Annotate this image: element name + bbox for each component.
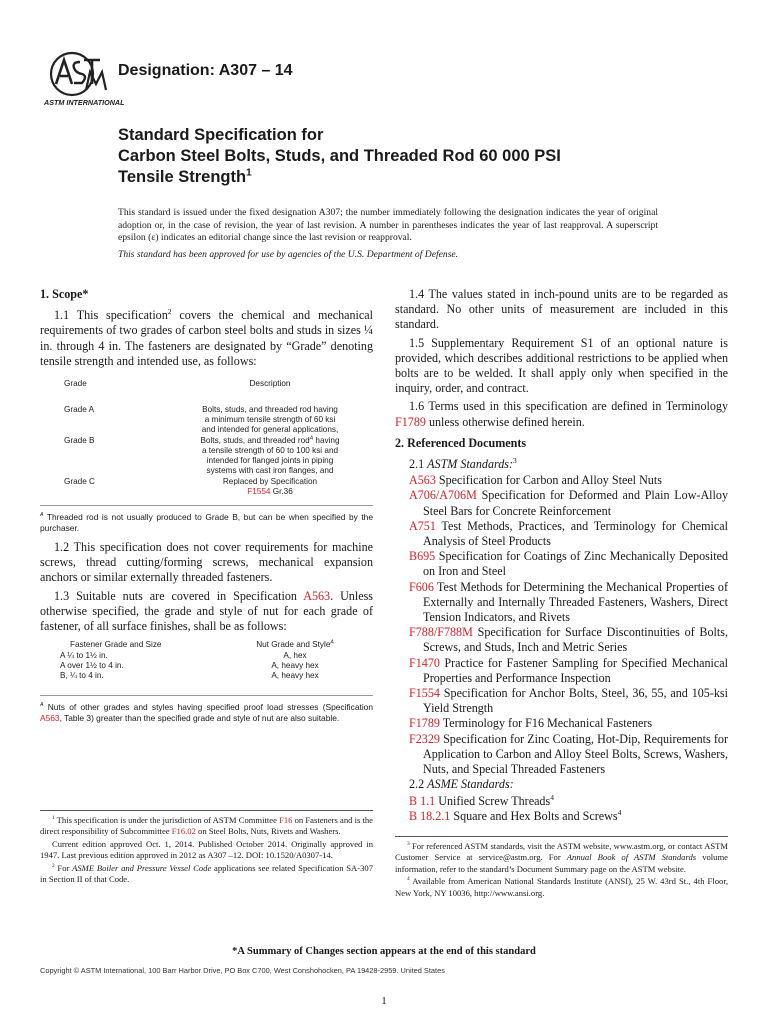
reference-title: Terminology for F16 Mechanical Fasteners (439, 716, 653, 731)
reference-item (395, 732, 728, 778)
reference-item (395, 625, 728, 655)
footnote-1 (40, 815, 373, 838)
footnote-2-text: For (54, 862, 73, 873)
table-row (40, 477, 373, 497)
reference-title: Test Methods for Determining the Mechanical Properties of Externally and Internally Threaded Fasteners, Washers, Direct Tension Indicators, and Rivets (423, 579, 728, 625)
table-cell-size: A over 1½ to 4 in. (60, 661, 124, 671)
table-row (40, 405, 373, 435)
reference-code[interactable]: F1789 (409, 716, 440, 731)
copyright-line: Copyright © ASTM International, 100 Barr Harbor Drive, PO Box C700, West Conshohocken, PA 19428-2959. United States (40, 966, 445, 975)
footnote-3-italic: Annual Book of ASTM Standards (566, 852, 697, 863)
scope-heading: 1. Scope* (40, 287, 89, 301)
table-cell-description-text: Replaced by Specification (222, 477, 318, 487)
reference-item (395, 488, 728, 518)
title-line-1: Standard Specification for (118, 126, 324, 144)
asme-standards-number: 2.2 (409, 777, 428, 792)
title-line-2: Carbon Steel Bolts, Studs, and Threaded Rod 60 000 PSI (118, 147, 561, 165)
link-a563[interactable]: A563 (303, 588, 331, 603)
footnote-mark: A (40, 512, 44, 519)
nut-table (40, 640, 373, 681)
table-footnote-mark: A (309, 435, 314, 442)
reference-code[interactable]: F2329 (409, 731, 440, 746)
title-footnote-mark: 1 (246, 167, 252, 179)
reference-title: Square and Hex Bolts and Screws (450, 808, 618, 823)
table-cell-description: Bolts, studs, and threaded rod having a minimum tensile strength of 60 ksi and intended for general applications, (201, 405, 339, 435)
reference-title: Practice for Fastener Sampling for Specified Mechanical Properties and Performance Inspection (423, 655, 728, 685)
footnote-mark: A (40, 702, 44, 709)
footnote-mark: 3 (407, 841, 410, 848)
right-column (395, 287, 728, 824)
page-title (118, 125, 678, 188)
reference-item (395, 686, 728, 716)
link-a563[interactable]: A563 (40, 713, 60, 724)
table-cell-description (200, 436, 340, 476)
footnote-3-text-b: volume information, refer to the standard’s Document Summary page on the ASTM website. (395, 852, 728, 874)
table-cell-nut: A, heavy hex (271, 671, 319, 681)
grade-table-header-grade: Grade (64, 379, 87, 389)
reference-item (395, 656, 728, 686)
reference-code[interactable]: F606 (409, 579, 434, 594)
nut-table-footnote (40, 695, 373, 724)
paragraph-1-1-text: 1.1 This specification (54, 308, 168, 323)
title-line-3 (118, 167, 678, 188)
link-f16[interactable]: F16 (279, 815, 293, 825)
reference-item (395, 519, 728, 549)
table-cell-nut: A, hex (283, 651, 307, 661)
reference-code[interactable]: B 1.1 (409, 793, 436, 808)
table-cell-description-tail: Gr.36 (270, 487, 293, 497)
reference-item (395, 473, 728, 488)
reference-code[interactable]: B 18.2.1 (409, 808, 451, 823)
reference-title: Specification for Deformed and Plain Low-Alloy Steel Bars for Concrete Reinforcement (423, 488, 728, 518)
asme-standards-label (395, 777, 728, 792)
reference-title: Specification for Zinc Coating, Hot-Dip, Requirements for Application to Carbon and Alloy Steel Bolts, Screws, Washers, Nuts, and Special Threaded Fasteners (423, 731, 728, 777)
nut-table-footnote-text-b: , Table 3) greater than the specified grade and style of nut are also suitable. (59, 713, 340, 724)
table-row (40, 661, 373, 671)
approval-note: This standard has been approved for use by agencies of the U.S. Department of Defense. (118, 249, 459, 260)
footnote-mark: 3 (513, 456, 517, 465)
paragraph-1-6 (395, 399, 728, 429)
link-f16-02[interactable]: F16.02 (171, 826, 196, 837)
designation: Designation: A307 – 14 (118, 62, 293, 79)
asme-standards-title: ASME Standards: (427, 777, 514, 792)
footnote-2-italic: ASME Boiler and Pressure Vessel Code (72, 862, 212, 873)
grade-table-footnote (40, 505, 373, 534)
reference-code[interactable]: F788/F788M (409, 625, 473, 640)
table-cell-grade: Grade B (64, 436, 95, 446)
nut-table-footnote-text: Nuts of other grades and styles having specified proof load stresses (Specification (43, 702, 373, 713)
table-cell-nut: A, heavy hex (271, 661, 319, 671)
footnote-mark: 2 (52, 862, 55, 869)
footnotes-right (395, 836, 728, 900)
reference-code[interactable]: B695 (409, 549, 436, 564)
footnote-2 (40, 863, 373, 886)
footnote-1-current-edition: Current edition approved Oct. 1, 2014. Published October 2014. Originally approved in 1947. Last previous edition approved in 2012 as A307 –12. DOI: 10.1520/A0307-14. (40, 838, 373, 861)
footnote-4 (395, 876, 728, 899)
astm-standards-title: ASTM Standards: (427, 457, 514, 472)
grade-table (40, 379, 373, 497)
reference-title: Test Methods, Practices, and Terminology for Chemical Analysis of Steel Products (423, 518, 728, 549)
paragraph-1-4: 1.4 The values stated in inch-pound units are to be regarded as standard. No other units of measurement are included in this standard. (395, 287, 728, 332)
table-row (40, 651, 373, 661)
link-f1554[interactable]: F1554 (247, 487, 271, 497)
grade-table-footnote-text: Threaded rod is not usually produced to Grade B, but can be when specified by the purchaser. (40, 512, 373, 534)
reference-item (395, 809, 728, 824)
reference-item (395, 549, 728, 579)
table-cell-grade: Grade A (64, 405, 95, 415)
left-column (40, 287, 373, 730)
paragraph-1-6-text-b: unless otherwise defined herein. (425, 414, 585, 429)
reference-title: Specification for Coatings of Zinc Mechanically Deposited on Iron and Steel (423, 549, 728, 579)
table-cell-size: B, ¼ to 4 in. (60, 671, 104, 681)
reference-item (395, 716, 728, 731)
footnote-3-text: For referenced ASTM standards, visit the ASTM website, www.astm.org, or contact ASTM Customer Service at service@astm.org. For (395, 841, 728, 863)
footnote-mark: 4 (550, 792, 554, 802)
nut-table-header-nut (230, 640, 360, 650)
title-line-3-text: Tensile Strength (118, 168, 247, 186)
grade-table-header-description: Description (249, 379, 291, 389)
paragraph-1-3 (40, 589, 373, 635)
link-f1789[interactable]: F1789 (395, 414, 426, 429)
table-cell-size: A ¼ to 1½ in. (60, 651, 108, 661)
astm-standards-number: 2.1 (409, 457, 428, 472)
footnote-mark: 4 (617, 807, 622, 817)
reference-title: Specification for Surface Discontinuities of Bolts, Screws, and Studs, Inch and Metric Series (423, 625, 728, 655)
footnote-1-text: This specification is under the jurisdiction of ASTM Committee (54, 815, 280, 825)
table-footnote-mark: A (330, 639, 334, 646)
logo-text: ASTM INTERNATIONAL (44, 98, 125, 107)
footnote-2-text-b: applications see related Specification SA-307 in Section II of that Code. (40, 862, 373, 885)
reference-item (395, 794, 728, 809)
reference-code[interactable]: F1554 (409, 686, 440, 701)
table-cell-description (200, 477, 340, 497)
paragraph-1-2: 1.2 This specification does not cover requirements for machine screws, thread cutting/forming screws, mechanical expansion anchors or similar externally threaded fasteners. (40, 540, 373, 585)
page-number: 1 (381, 995, 387, 1007)
reference-code[interactable]: A563 (409, 473, 436, 488)
reference-code[interactable]: A706/A706M (409, 488, 477, 503)
reference-code[interactable]: A751 (409, 518, 436, 533)
astm-logo (42, 50, 125, 108)
footnote-4-text: Available from American National Standards Institute (ANSI), 25 W. 43rd St., 4th Floor, New York, NY 10036, http://www.ansi.org. (395, 876, 728, 898)
paragraph-1-3-text: 1.3 Suitable nuts are covered in Specification (54, 588, 304, 603)
table-cell-description-b: having a tensile strength of 60 to 100 ksi and intended for flanged joints in piping systems with cast iron flanges, and (201, 436, 340, 476)
reference-title: Unified Screw Threads (435, 793, 551, 808)
reference-item (395, 580, 728, 626)
nut-table-header-nut-text: Nut Grade and Style (256, 640, 331, 650)
footnotes-left (40, 810, 373, 886)
reference-title: Specification for Carbon and Alloy Steel Nuts (435, 473, 662, 488)
paragraph-1-1 (40, 308, 373, 369)
nut-table-header-fastener: Fastener Grade and Size (70, 640, 162, 650)
table-row (40, 436, 373, 476)
footnote-mark: 2 (167, 307, 172, 317)
issue-note: This standard is issued under the fixed designation A307; the number immediately following the designation indicates the year of original adoption or, in the case of revision, the year of last revision. A number in parentheses indicates the year of last reapproval. A superscript epsilon (ε) indicates an editorial change since the last revision or reapproval. (118, 207, 658, 244)
summary-of-changes-note: *A Summary of Changes section appears at the end of this standard (232, 946, 536, 957)
footnote-mark: 1 (52, 815, 55, 822)
footnote-3 (395, 841, 728, 875)
paragraph-1-3-text-b: . Unless otherwise specified, the grade and style of nut for each grade of fastener, of all surface finishes, shall be as follows: (40, 588, 373, 634)
reference-title: Specification for Anchor Bolts, Steel, 36, 55, and 105-ksi Yield Strength (423, 686, 728, 716)
table-cell-description-a: Bolts, studs, and threaded rod (200, 436, 310, 446)
table-row (40, 671, 373, 681)
reference-code[interactable]: F1470 (409, 655, 440, 670)
referenced-documents-heading: 2. Referenced Documents (395, 435, 527, 450)
footnote-1-text-c: on Steel Bolts, Nuts, Rivets and Washers. (195, 826, 341, 837)
footnote-mark: 4 (407, 876, 410, 883)
paragraph-1-5: 1.5 Supplementary Requirement S1 of an optional nature is provided, which describes additional restrictions to be applied when bolts are to be welded. It shall apply only when specified in the inquiry, order, and contract. (395, 335, 728, 396)
table-cell-grade: Grade C (64, 477, 95, 487)
footnote-1-text-b: on Fasteners and is the direct responsibility of Subcommittee (40, 815, 373, 837)
astm-standards-label (395, 457, 728, 472)
paragraph-1-1-text-b: covers the chemical and mechanical requirements of two grades of carbon steel bolts and studs in sizes ¼ in. through 4 in. The fasteners are designated by “Grade” denoting tensile strength and intended use, as follows: (40, 308, 374, 368)
paragraph-1-6-text: 1.6 Terms used in this specification are defined in Terminology (409, 399, 728, 414)
